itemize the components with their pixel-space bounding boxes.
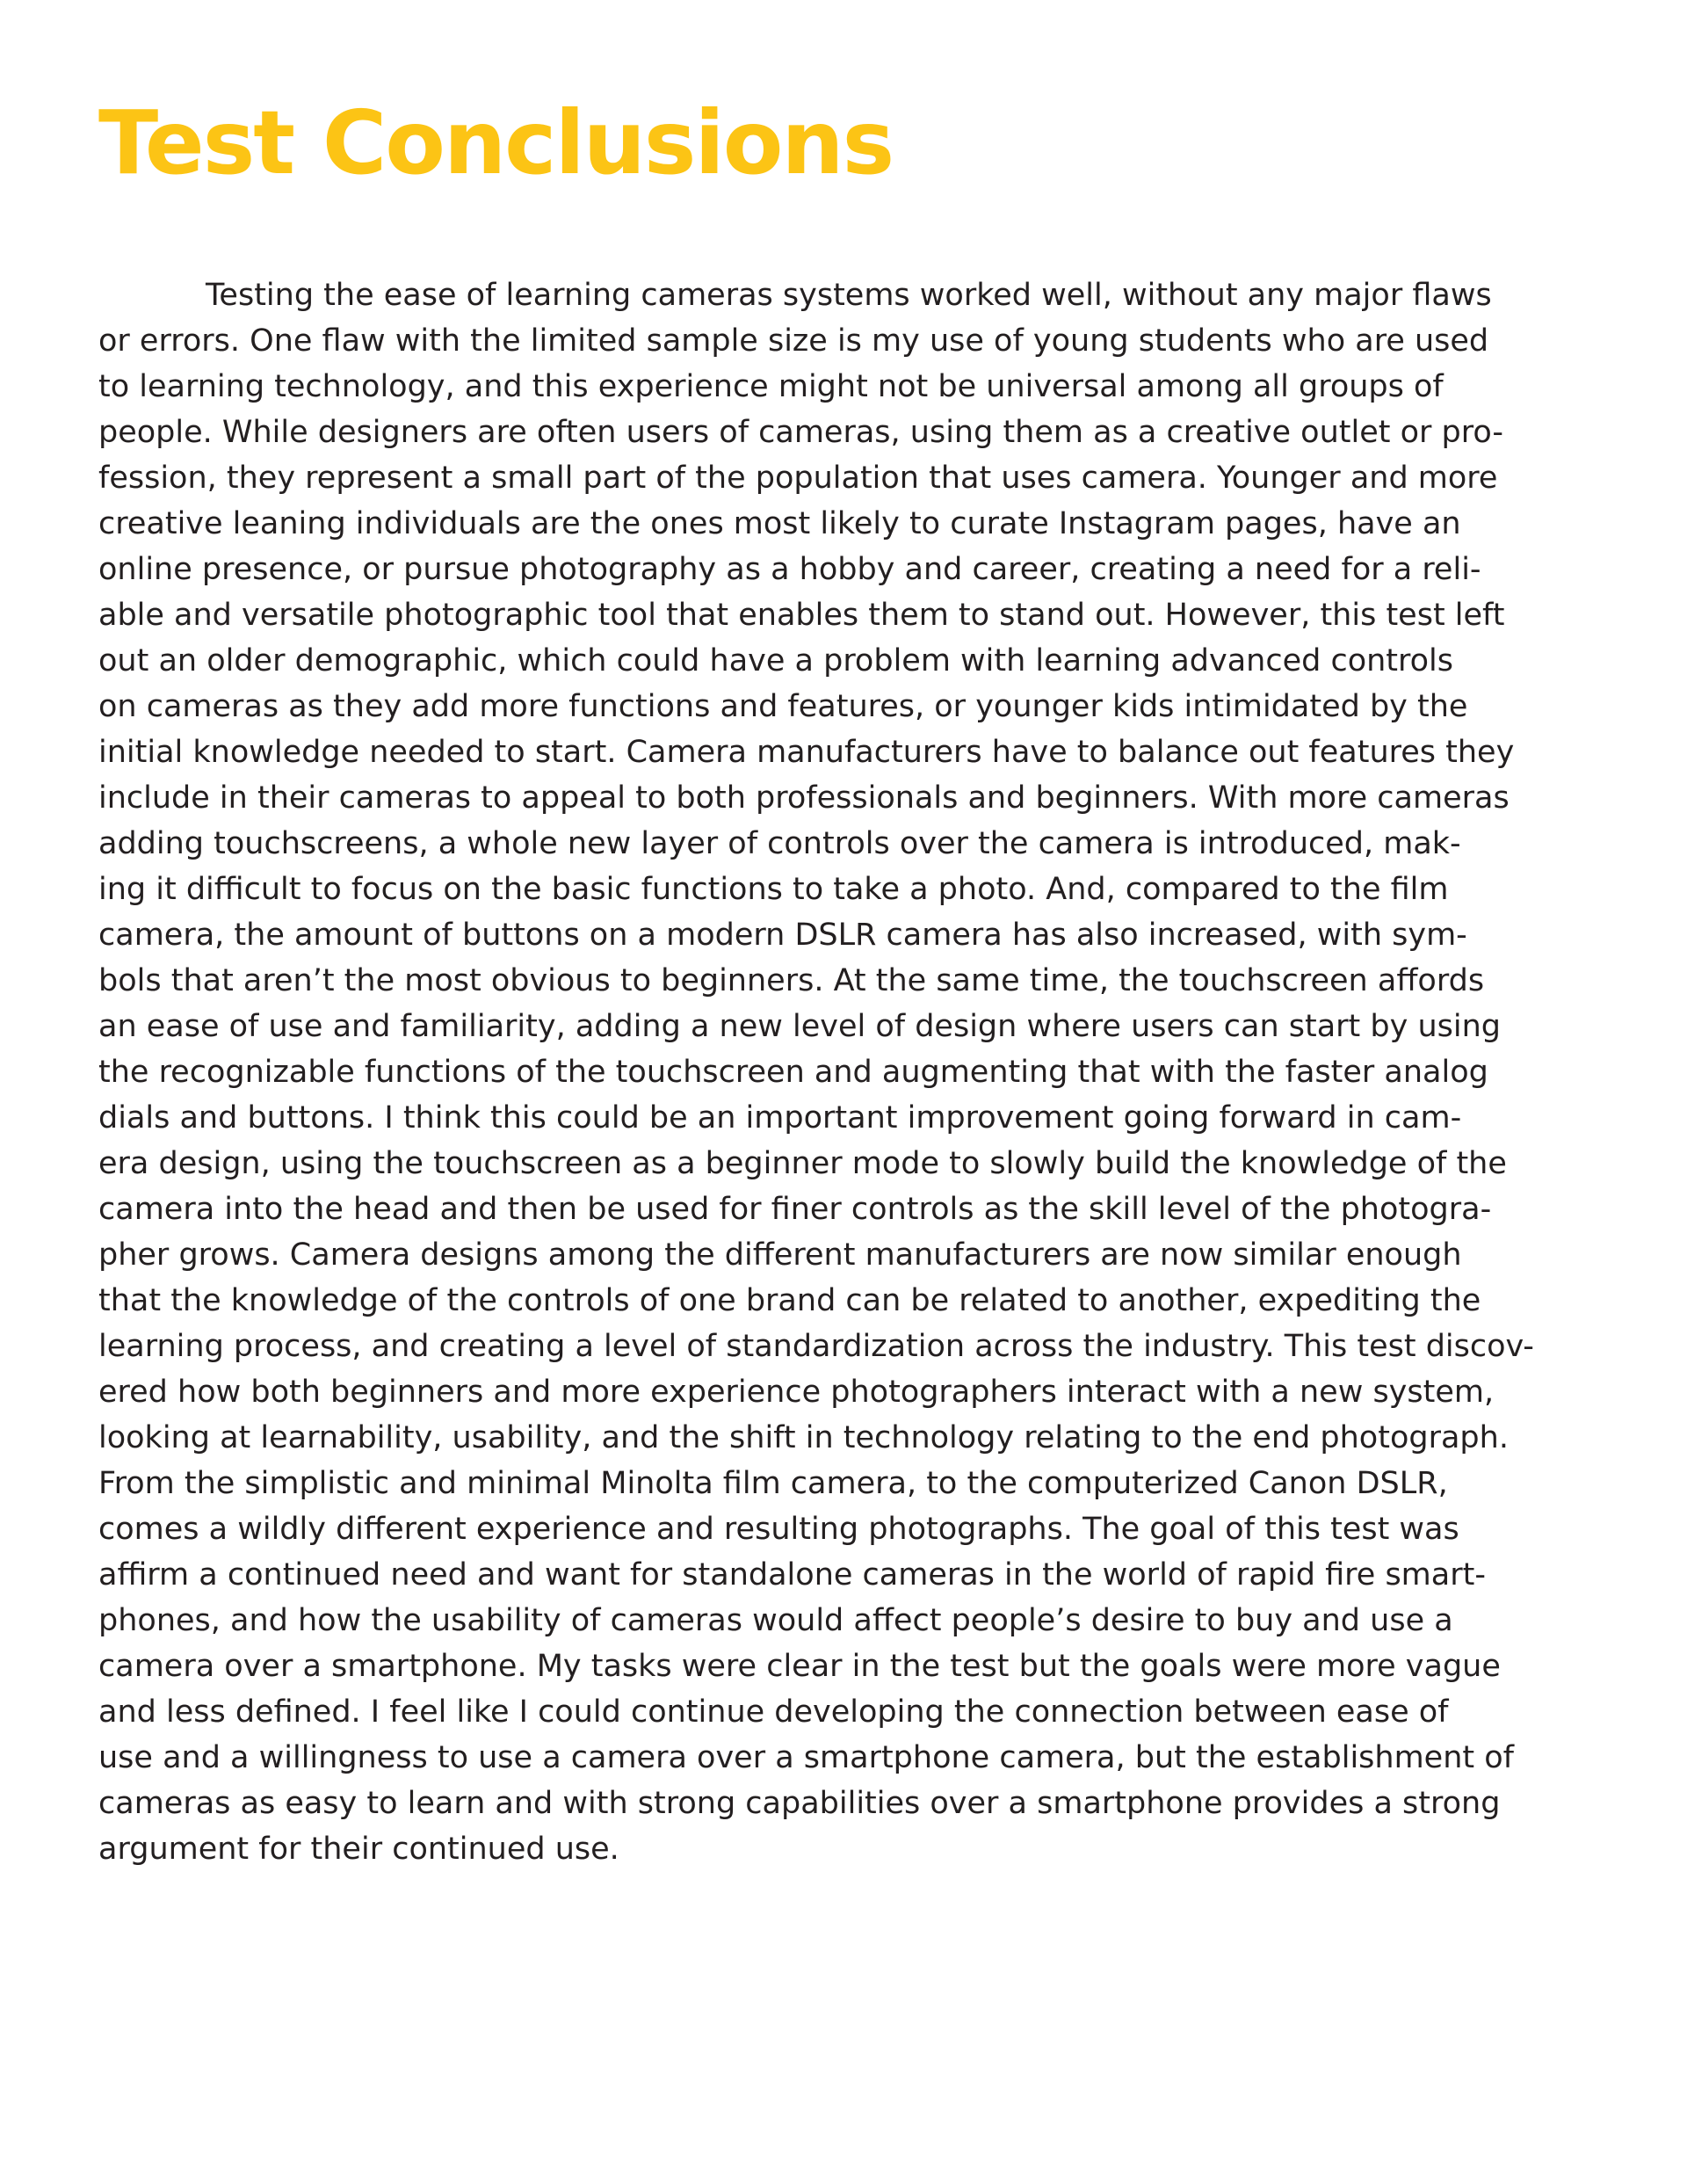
paragraph-line: phones, and how the usability of cameras would affect people’s desire to buy and use a [98, 1603, 1453, 1638]
paragraph-line: looking at learnability, usability, and the shift in technology relating to the end photograph. [98, 1420, 1509, 1455]
paragraph-line: and less defined. I feel like I could continue developing the connection between ease of [98, 1694, 1449, 1730]
paragraph-line: an ease of use and familiarity, adding a new level of design where users can start by using [98, 1009, 1502, 1044]
paragraph-line: able and versatile photographic tool that enables them to stand out. However, this test left [98, 598, 1505, 633]
paragraph-line: ing it difficult to focus on the basic functions to take a photo. And, compared to the film [98, 872, 1449, 907]
paragraph-line: fession, they represent a small part of the population that uses camera. Younger and more [98, 461, 1498, 496]
paragraph-line: cameras as easy to learn and with strong capabilities over a smartphone provides a strong [98, 1786, 1501, 1821]
paragraph-line: camera into the head and then be used for finer controls as the skill level of the photogra- [98, 1192, 1492, 1227]
paragraph-line: the recognizable functions of the touchscreen and augmenting that with the faster analog [98, 1055, 1488, 1090]
paragraph-line: use and a willingness to use a camera over a smartphone camera, but the establishment of [98, 1740, 1514, 1775]
paragraph-line: learning process, and creating a level of standardization across the industry. This test discov- [98, 1329, 1534, 1364]
paragraph-line: that the knowledge of the controls of one brand can be related to another, expediting the [98, 1283, 1481, 1318]
paragraph-line: to learning technology, and this experience might not be universal among all groups of [98, 369, 1444, 404]
paragraph-line: initial knowledge needed to start. Camera manufacturers have to balance out features they [98, 735, 1515, 770]
paragraph-line: camera, the amount of buttons on a modern DSLR camera has also increased, with sym- [98, 918, 1467, 953]
paragraph-line: pher grows. Camera designs among the different manufacturers are now similar enough [98, 1237, 1462, 1273]
paragraph-line: bols that aren’t the most obvious to beginners. At the same time, the touchscreen affords [98, 963, 1485, 998]
paragraph-line: From the simplistic and minimal Minolta film camera, to the computerized Canon DSLR, [98, 1466, 1448, 1501]
page-title: Test Conclusions [98, 91, 894, 194]
paragraph-line: people. While designers are often users of cameras, using them as a creative outlet or pro- [98, 415, 1504, 450]
paragraph-line: out an older demographic, which could have a problem with learning advanced controls [98, 643, 1454, 678]
paragraph-line: include in their cameras to appeal to both professionals and beginners. With more cameras [98, 780, 1510, 816]
paragraph-line: or errors. One flaw with the limited sample size is my use of young students who are used [98, 323, 1489, 359]
paragraph-line: era design, using the touchscreen as a beginner mode to slowly build the knowledge of the [98, 1146, 1507, 1181]
paragraph-line: affirm a continued need and want for standalone cameras in the world of rapid fire smart- [98, 1557, 1486, 1593]
paragraph-line: camera over a smartphone. My tasks were clear in the test but the goals were more vague [98, 1649, 1501, 1684]
paragraph-line: on cameras as they add more functions and features, or younger kids intimidated by the [98, 689, 1468, 724]
paragraph-line: adding touchscreens, a whole new layer of controls over the camera is introduced, mak- [98, 826, 1461, 861]
paragraph-line: Testing the ease of learning cameras systems worked well, without any major flaws [206, 278, 1492, 313]
body-paragraph [98, 272, 1601, 1872]
paragraph-line: argument for their continued use. [98, 1832, 619, 1867]
paragraph-line: online presence, or pursue photography as a hobby and career, creating a need for a reli- [98, 552, 1481, 587]
paragraph-line: dials and buttons. I think this could be an important improvement going forward in cam- [98, 1100, 1462, 1136]
paragraph-line: ered how both beginners and more experience photographers interact with a new system, [98, 1375, 1495, 1410]
paragraph-line: comes a wildly different experience and resulting photographs. The goal of this test was [98, 1512, 1459, 1547]
paragraph-line: creative leaning individuals are the ones most likely to curate Instagram pages, have an [98, 506, 1461, 541]
